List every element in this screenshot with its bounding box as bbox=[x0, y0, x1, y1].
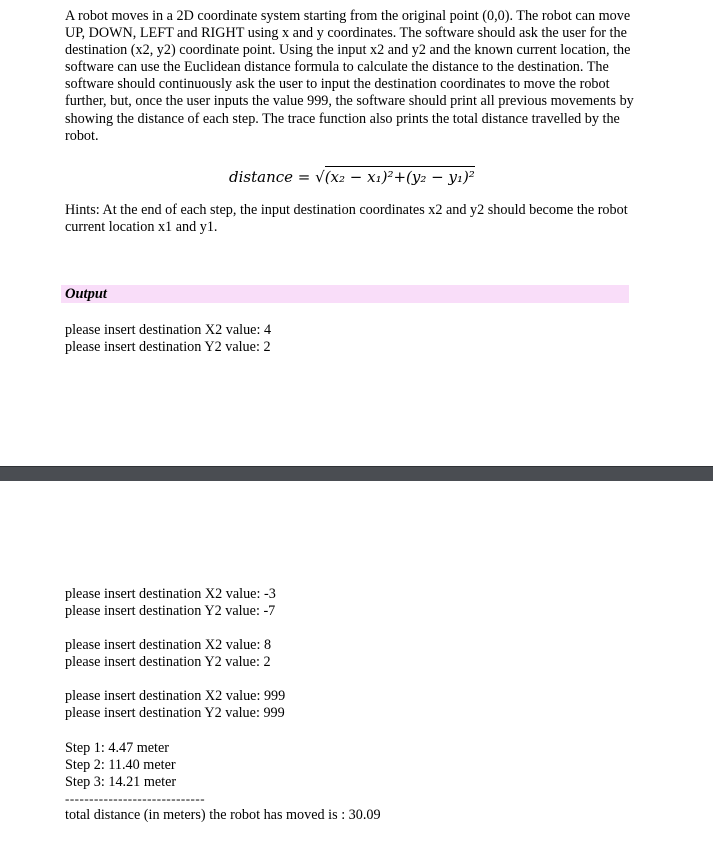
hints-text: Hints: At the end of each step, the input destination coordinates x2 and y2 should become the robot current location x1 and y1. bbox=[65, 202, 628, 236]
output-header-label: Output bbox=[65, 286, 107, 302]
divider-dashes: ----------------------------- bbox=[65, 791, 206, 806]
console-line: please insert destination X2 value: -3 bbox=[65, 586, 276, 602]
step-result: Step 1: 4.47 meter bbox=[65, 740, 170, 756]
console-line: please insert destination X2 value: 4 bbox=[65, 322, 272, 338]
console-line: please insert destination X2 value: 999 bbox=[65, 688, 286, 704]
total-distance: total distance (in meters) the robot has moved is : 30.09 bbox=[65, 807, 381, 823]
console-line: please insert destination Y2 value: -7 bbox=[65, 603, 276, 619]
console-line: please insert destination X2 value: 8 bbox=[65, 637, 272, 653]
formula-radicand: (x₂ − x₁)²+(y₂ − y₁)² bbox=[324, 168, 475, 186]
formula-lhs: distance bbox=[229, 168, 294, 186]
step-result: Step 2: 11.40 meter bbox=[65, 757, 176, 773]
formula-equals: = bbox=[293, 168, 316, 186]
step-result: Step 3: 14.21 meter bbox=[65, 774, 177, 790]
distance-formula bbox=[229, 168, 475, 186]
sqrt-symbol: √ bbox=[315, 168, 325, 186]
page-break-separator bbox=[0, 466, 713, 482]
output-header bbox=[61, 285, 629, 303]
console-line: please insert destination Y2 value: 2 bbox=[65, 339, 271, 355]
console-line: please insert destination Y2 value: 999 bbox=[65, 705, 285, 721]
document-page-2 bbox=[0, 481, 713, 847]
console-line: please insert destination Y2 value: 2 bbox=[65, 654, 271, 670]
problem-description: A robot moves in a 2D coordinate system starting from the original point (0,0). The robot can move UP, DOWN, LEFT and RIGHT using x and y coordinates. The software should ask the user for the destination (x2, y2) coordinate point. Using the input x2 and y2 and the known current location, the software can use the Euclidean distance formula to calculate the distance to the destination. The software should continuously ask the user to input the destination coordinates to move the robot further, but, once the user inputs the value 999, the software should print all previous movements by showing the distance of each step. The trace function also prints the total distance travelled by the robot. bbox=[65, 8, 634, 144]
